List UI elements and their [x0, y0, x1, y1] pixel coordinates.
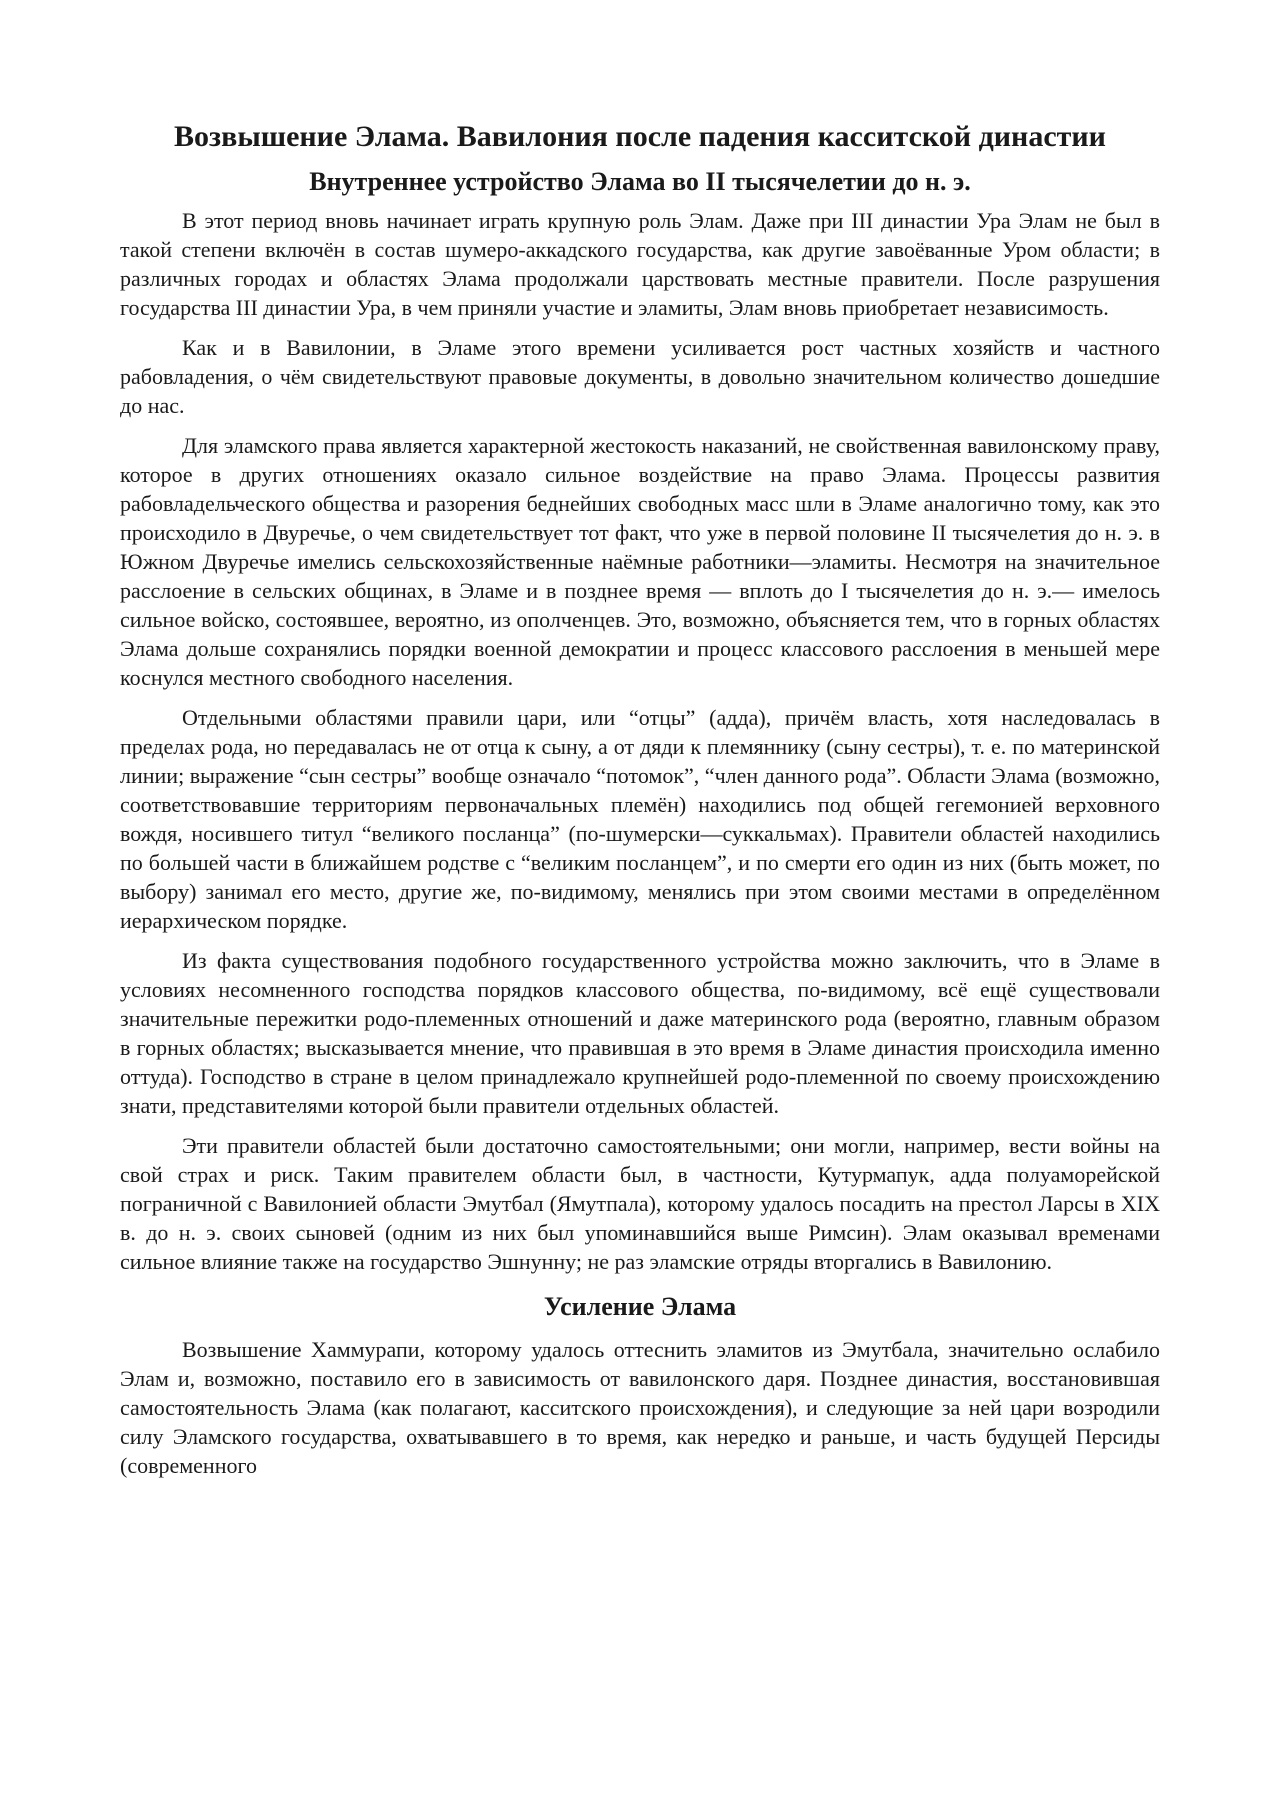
paragraph: В этот период вновь начинает играть крупную роль Элам. Даже при III династии Ура Элам не был в такой степени включён в состав шумеро-аккадского государства, как другие завоёванные Уром области; в различных городах и областях Элама продолжали царствовать местные правители. После разрушения государства III династии Ура, в чем приняли участие и эламиты, Элам вновь приобретает независимость.: [120, 208, 1160, 320]
paragraph: Эти правители областей были достаточно самостоятельными; они могли, например, вести войны на свой страх и риск. Таким правителем области был, в частности, Кутурмапук, адда полуаморейской пограничной с Вавилонией области Эмутбал (Ямутпала), которому удалось посадить на престол Ларсы в XIX в. до н. э. своих сыновей (одним из них был упоминавшийся выше Римсин). Элам оказывал временами сильное влияние также на государство Эшнунну; не раз эламские отряды вторгались в Вавилонию.: [120, 1133, 1160, 1274]
section-heading-elam-rise: Усиление Элама: [543, 1292, 737, 1321]
paragraph: Как и в Вавилонии, в Эламе этого времени усиливается рост частных хозяйств и частного рабовладения, о чём свидетельствуют правовые документы, в довольно значительном количество дошедшие до нас.: [120, 335, 1160, 418]
section-heading-internal-structure: Внутреннее устройство Элама во II тысячелетии до н. э.: [309, 167, 971, 196]
page-title: Возвышение Элама. Вавилония после падения касситской династии: [174, 120, 1106, 153]
paragraph: Возвышение Хаммурапи, которому удалось оттеснить эламитов из Эмутбала, значительно ослабило Элам и, возможно, поставило его в зависимость от вавилонского даря. Позднее династия, восстановившая самостоятельность Элама (как полагают, касситского происхождения), и следующие за ней цари возродили силу Эламского государства, охватывавшего в то время, как нередко и раньше, и часть будущей Персиды (современного: [120, 1337, 1160, 1478]
document-page: [120, 118, 1160, 1491]
paragraph: Отдельными областями правили цари, или “отцы” (адда), причём власть, хотя наследовалась в пределах рода, но передавалась не от отца к сыну, а от дяди к племяннику (сыну сестры), т. е. по материнской линии; выражение “сын сестры” вообще означало “потомок”, “член данного рода”. Области Элама (возможно, соответствовавшие территориям первоначальных племён) находились под общей гегемонией верховного вождя, носившего титул “великого посланца” (по-шумерски—суккальмах). Правители областей находились по большей части в ближайшем родстве с “великим посланцем”, и по смерти его один из них (быть может, по выбору) занимал его место, другие же, по-видимому, менялись при этом своими местами в определённом иерархическом порядке.: [120, 705, 1160, 933]
paragraph: Из факта существования подобного государственного устройства можно заключить, что в Эламе в условиях несомненного господства порядков классового общества, по-видимому, всё ещё существовали значительные пережитки родо-племенных отношений и даже материнского рода (вероятно, главным образом в горных областях; высказывается мнение, что правившая в это время в Эламе династия происходила именно оттуда). Господство в стране в целом принадлежало крупнейшей родо-племенной по своему происхождению знати, представителями которой были правители отдельных областей.: [120, 948, 1160, 1118]
paragraph: Для эламского права является характерной жестокость наказаний, не свойственная вавилонскому праву, которое в других отношениях оказало сильное воздействие на право Элама. Процессы развития рабовладельческого общества и разорения беднейших свободных масс шли в Эламе аналогично тому, как это происходило в Двуречье, о чем свидетельствует тот факт, что уже в первой половине II тысячелетия до н. э. в Южном Двуречье имелись сельскохозяйственные наёмные работники—эламиты. Несмотря на значительное расслоение в сельских общинах, в Эламе и в позднее время — вплоть до I тысячелетия до н. э.— имелось сильное войско, состоявшее, вероятно, из ополченцев. Это, возможно, объясняется тем, что в горных областях Элама дольше сохранялись порядки военной демократии и процесс классового расслоения в меньшей мере коснулся местного свободного населения.: [120, 433, 1160, 690]
